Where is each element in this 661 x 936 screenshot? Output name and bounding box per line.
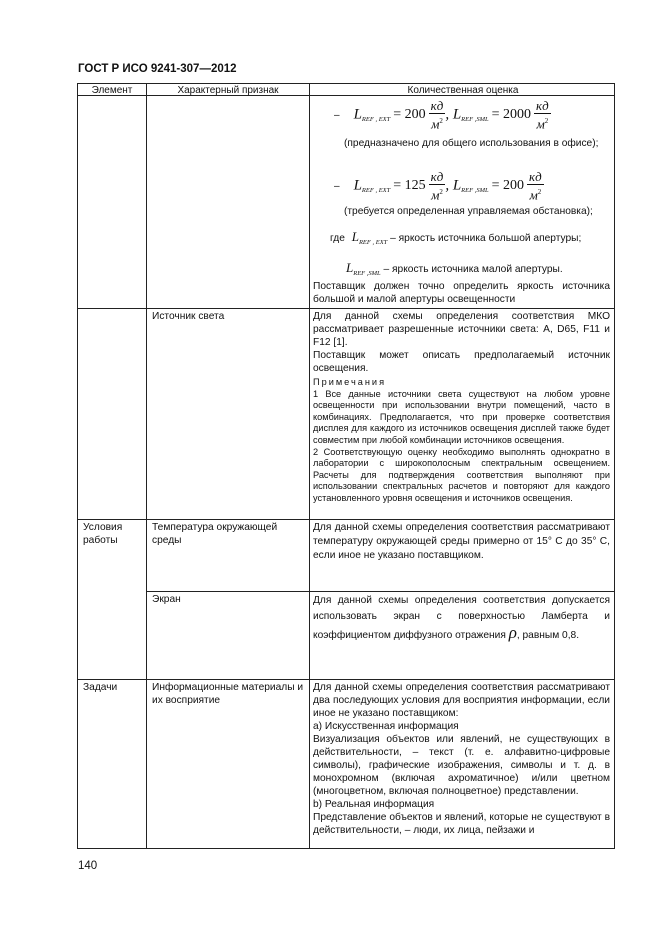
- note-2: 2 Соответствующую оценку необходимо выполнять однократно в лаборатории с широкополосным спектральным освещением. Расчеты для подтверждения соответствия выполняют при использовании спектральных расчетов и повторяют для каждого установленного уровня освещения и источников освещения.: [313, 446, 610, 503]
- unit-denominator: м: [431, 187, 440, 203]
- formula-symbol: L: [353, 177, 362, 194]
- paragraph: Визуализация объектов или явлений, не существующих в действительности, – текст (т. е. алфавитно-цифровые символы), графические изображения, символы и т. д. в монохромном (включая ахроматичное) и/или цветном (многоцветном, включая полноцветное) представлении.: [313, 734, 610, 797]
- formula-subscript: REF , EXT: [361, 187, 391, 195]
- feature-screen: Экран: [152, 594, 181, 605]
- formula-value: = 2000: [491, 107, 532, 123]
- formula-office-note: (предназначено для общего использования в офисе);: [344, 138, 599, 149]
- formula-controlled-luminance: [334, 170, 544, 202]
- formula-subscript: REF ,SML: [461, 116, 489, 124]
- paragraph: b) Реальная информация: [313, 799, 435, 810]
- formula-subscript: REF ,SML: [353, 270, 381, 277]
- paragraph: Представление объектов и явлений, которые не существуют в действительности, – люди, их лица, пейзажи и: [313, 812, 610, 836]
- element-working-conditions: Условия работы: [83, 522, 123, 546]
- feature-light-source: Источник света: [152, 311, 225, 322]
- formula-subscript: REF ,SML: [461, 187, 489, 195]
- formula-symbol: L: [351, 229, 359, 244]
- where-label: где: [330, 233, 345, 244]
- feature-ambient-temperature: Температура окружающей среды: [152, 522, 278, 546]
- screen-value: , равным 0,8.: [516, 630, 580, 641]
- formula-symbol: , L: [445, 177, 462, 194]
- supplier-luminance-requirement: Поставщик должен точно определить яркость источника большой и малой апертуры освещенности: [313, 281, 610, 305]
- formula-subscript: REF , EXT: [361, 116, 391, 124]
- formula-office-luminance: [334, 99, 551, 131]
- unit-exponent: 2: [537, 188, 542, 196]
- unit-numerator: кд: [536, 98, 549, 113]
- column-divider: [146, 84, 147, 848]
- screen-description: Для данной схемы определения соответствия допускается использовать экран с поверхностью Ламберта и коэффициентом диффузного отражения: [313, 595, 610, 641]
- row-divider: [78, 308, 614, 309]
- ambient-temperature-text: Для данной схемы определения соответствия рассматривают температуру окружающей среды примерно от 15° С до 35° С, если иное не указано поставщиком.: [313, 522, 610, 561]
- screen-text: [313, 593, 610, 644]
- where-definition-1: [330, 230, 610, 246]
- unit-numerator: кд: [430, 98, 444, 113]
- page-number: 140: [78, 860, 98, 872]
- unit-exponent: 2: [439, 117, 443, 125]
- row-divider: [78, 679, 614, 680]
- unit-numerator: кд: [430, 169, 444, 184]
- unit-denominator: м: [431, 116, 440, 132]
- formula-symbol: , L: [445, 106, 462, 123]
- formula-value: = 200: [393, 107, 426, 123]
- unit-denominator: м: [536, 116, 545, 132]
- column-header-element: Элемент: [91, 85, 133, 96]
- unit-numerator: кд: [529, 169, 542, 184]
- row-divider: [78, 519, 614, 520]
- column-header-assessment: Количественная оценка: [407, 85, 519, 96]
- where-description: – яркость источника большой апертуры;: [390, 233, 582, 244]
- paragraph: Поставщик может описать предполагаемый источник освещения.: [313, 350, 610, 374]
- column-divider: [309, 84, 310, 848]
- formula-unit-fraction: [527, 170, 544, 202]
- formula-controlled-note: (требуется определенная управляемая обстановка);: [344, 206, 593, 217]
- list-dash: –: [334, 110, 340, 122]
- formula-unit-fraction: [534, 99, 551, 131]
- where-description: – яркость источника малой апертуры.: [383, 264, 563, 275]
- feature-information-materials: Информационные материалы и их восприятие: [152, 682, 304, 706]
- where-definition-2: [346, 261, 610, 277]
- element-tasks: Задачи: [83, 682, 118, 693]
- paragraph: Для данной схемы определения соответствия МКО рассматривает разрешенные источники света: A, D65, F11 и F12 [1].: [313, 311, 610, 348]
- row-divider: [146, 591, 614, 592]
- formula-symbol: L: [346, 260, 354, 275]
- formula-value: = 200: [491, 178, 525, 194]
- information-perception-text: [313, 681, 610, 837]
- formula-subscript: REF , EXT: [358, 239, 388, 246]
- note-1: 1 Все данные источники света существуют на любом уровне освещенности при использовании внутри помещений, часто в комбинациях. Предполагается, что при проверке соответствия дисплея для каждого из источников освещения дисплей также будет совместим при любой комбинации источников освещения.: [313, 388, 610, 445]
- unit-denominator: м: [529, 187, 538, 203]
- formula-symbol: L: [353, 106, 362, 123]
- formula-unit-fraction: [429, 99, 446, 131]
- paragraph: а) Искусственная информация: [313, 721, 459, 732]
- rho-symbol: ρ: [508, 623, 517, 642]
- formula-unit-fraction: [429, 170, 446, 202]
- unit-exponent: 2: [544, 117, 549, 125]
- list-dash: –: [334, 181, 340, 193]
- light-source-text: [313, 310, 610, 505]
- requirements-table: [77, 83, 615, 849]
- document-header: ГОСТ Р ИСО 9241-307—2012: [78, 63, 237, 75]
- formula-value: = 125: [393, 178, 426, 194]
- unit-exponent: 2: [439, 188, 443, 196]
- paragraph: Для данной схемы определения соответствия рассматривают два последующих условия для восприятия информации, если иное не указано поставщиком:: [313, 682, 610, 719]
- column-header-feature: Характерный признак: [177, 85, 279, 96]
- notes-heading: Примечания: [313, 377, 387, 387]
